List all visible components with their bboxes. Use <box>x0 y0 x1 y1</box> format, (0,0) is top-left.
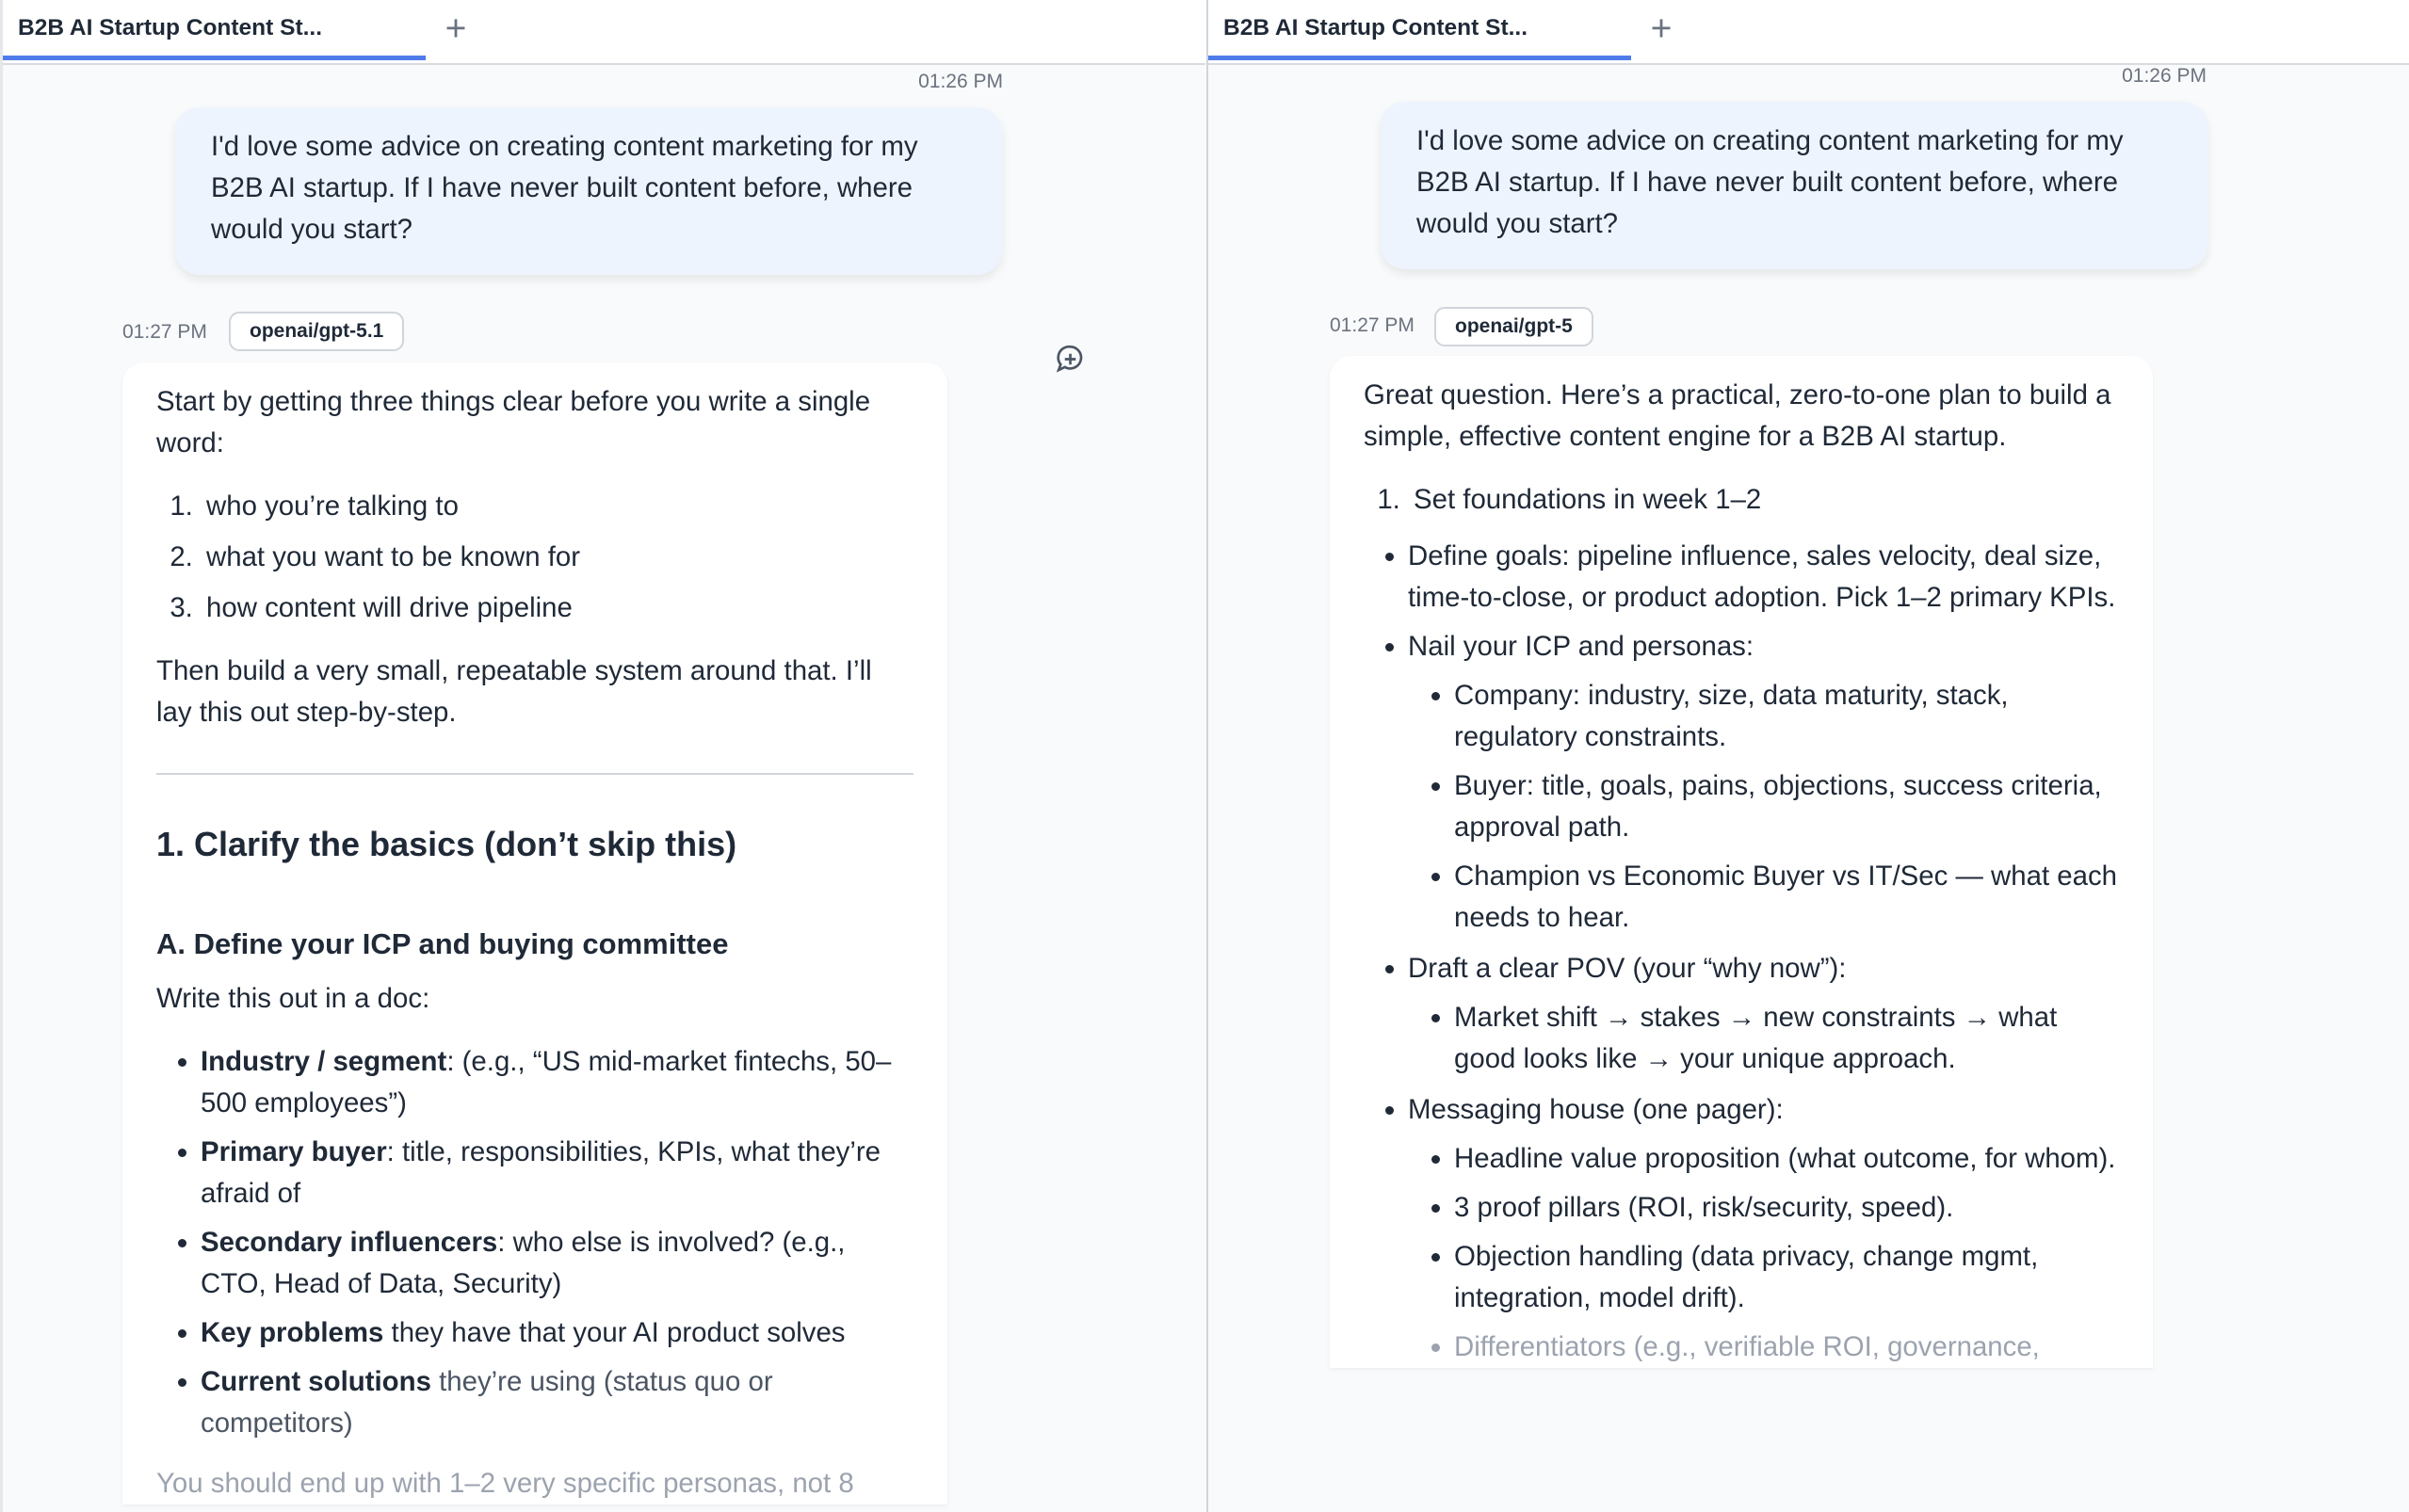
assistant-message-time: 01:27 PM <box>1330 314 1415 336</box>
list-item: • Market shift → stakes → new constraints → what good looks like → your unique approach. <box>1454 997 2119 1080</box>
list-item: • Objection handling (data privacy, change mgmt, integration, model drift). <box>1454 1236 2119 1319</box>
tab-conversation[interactable]: B2B AI Startup Content St... <box>3 0 426 60</box>
list-item <box>201 1041 913 1124</box>
foundation-list <box>1364 536 2119 1368</box>
item-text: : who else is involved? (e.g., CTO, Head of Data, Security) <box>201 1227 846 1299</box>
list-item: • Champion vs Economic Buyer vs IT/Sec — what each needs to hear. <box>1454 856 2119 939</box>
list-item: 1. Set foundations in week 1–2 <box>1408 479 2119 521</box>
item-label: Secondary influencers <box>201 1227 498 1258</box>
item-label: Primary buyer <box>201 1136 387 1167</box>
user-message-time: 01:26 PM <box>2122 65 2207 87</box>
paragraph: Then build a very small, repeatable system around that. I’ll lay this out step-by-step. <box>156 655 872 728</box>
subsection-heading: A. Define your ICP and buying committee <box>156 927 729 960</box>
list-item: • Company: industry, size, data maturity, stack, regulatory constraints. <box>1454 675 2119 758</box>
list-item <box>1408 626 2119 939</box>
comment-plus-icon[interactable] <box>1055 344 1086 375</box>
steps-list <box>1364 479 2119 521</box>
tab-bar <box>3 0 1205 65</box>
assistant-message-time: 01:27 PM <box>122 321 207 343</box>
item-text: : title, responsibilities, KPIs, what they’re afraid of <box>201 1136 881 1209</box>
tab-bar <box>1208 0 2409 65</box>
plus-icon[interactable]: + <box>445 8 467 49</box>
paragraph: You should end up with 1–2 very specific personas, not 8 <box>156 1468 854 1499</box>
divider <box>156 773 913 775</box>
item-text: Nail your ICP and personas: <box>1408 631 1754 662</box>
list-item: 3. how content will drive pipeline <box>201 587 913 629</box>
chat-pane-right <box>1206 0 2409 1512</box>
list-item <box>1408 948 2119 1080</box>
list-item: • Define goals: pipeline influence, sales velocity, deal size, time-to-close, or product adoption. Pick 1–2 primary KPIs. <box>1408 536 2119 619</box>
item-text: they have that your AI product solves <box>383 1317 846 1348</box>
assistant-message <box>1330 356 2153 1368</box>
model-badge[interactable]: openai/gpt-5.1 <box>229 312 404 351</box>
item-text: : (e.g., “US mid-market fintechs, 50–500 employees”) <box>201 1046 892 1118</box>
list-item <box>201 1222 913 1305</box>
intro-text: Great question. Here’s a practical, zero-to-one plan to build a simple, effective content engine for a B2B AI startup. <box>1364 379 2111 452</box>
item-text: they’re using (status quo or competitors) <box>201 1366 773 1439</box>
user-message: I'd love some advice on creating content marketing for my B2B AI startup. If I have never built content before, where would you start? <box>175 107 1002 275</box>
list-item <box>201 1132 913 1214</box>
item-label: Current solutions <box>201 1366 431 1397</box>
item-label: Industry / segment <box>201 1046 447 1077</box>
list-item: • Headline value proposition (what outcome, for whom). <box>1454 1138 2119 1180</box>
list-item <box>201 1312 913 1354</box>
user-message-time: 01:26 PM <box>918 71 1003 92</box>
user-message: I'd love some advice on creating content marketing for my B2B AI startup. If I have never built content before, where would you start? <box>1381 102 2207 269</box>
item-text: Messaging house (one pager): <box>1408 1094 1784 1125</box>
list-item <box>201 1361 913 1444</box>
list-item: • Differentiators (e.g., verifiable ROI, governance, <box>1454 1327 2119 1368</box>
steps-list <box>156 486 913 629</box>
assistant-message <box>122 362 947 1504</box>
list-item <box>1408 1089 2119 1368</box>
icp-list <box>156 1041 913 1444</box>
list-item: 2. what you want to be known for <box>201 537 913 578</box>
section-heading: 1. Clarify the basics (don’t skip this) <box>156 825 737 863</box>
item-text: Draft a clear POV (your “why now”): <box>1408 953 1847 984</box>
tab-conversation[interactable]: B2B AI Startup Content St... <box>1208 0 1631 60</box>
list-item: 1. who you’re talking to <box>201 486 913 527</box>
item-label: Key problems <box>201 1317 384 1348</box>
intro-text: Start by getting three things clear before you write a single word: <box>156 386 871 458</box>
plus-icon[interactable]: + <box>1650 8 1673 49</box>
model-badge[interactable]: openai/gpt-5 <box>1434 307 1593 346</box>
list-item: • 3 proof pillars (ROI, risk/security, speed). <box>1454 1187 2119 1229</box>
list-item: • Buyer: title, goals, pains, objections, success criteria, approval path. <box>1454 765 2119 848</box>
paragraph: Write this out in a doc: <box>156 983 430 1014</box>
